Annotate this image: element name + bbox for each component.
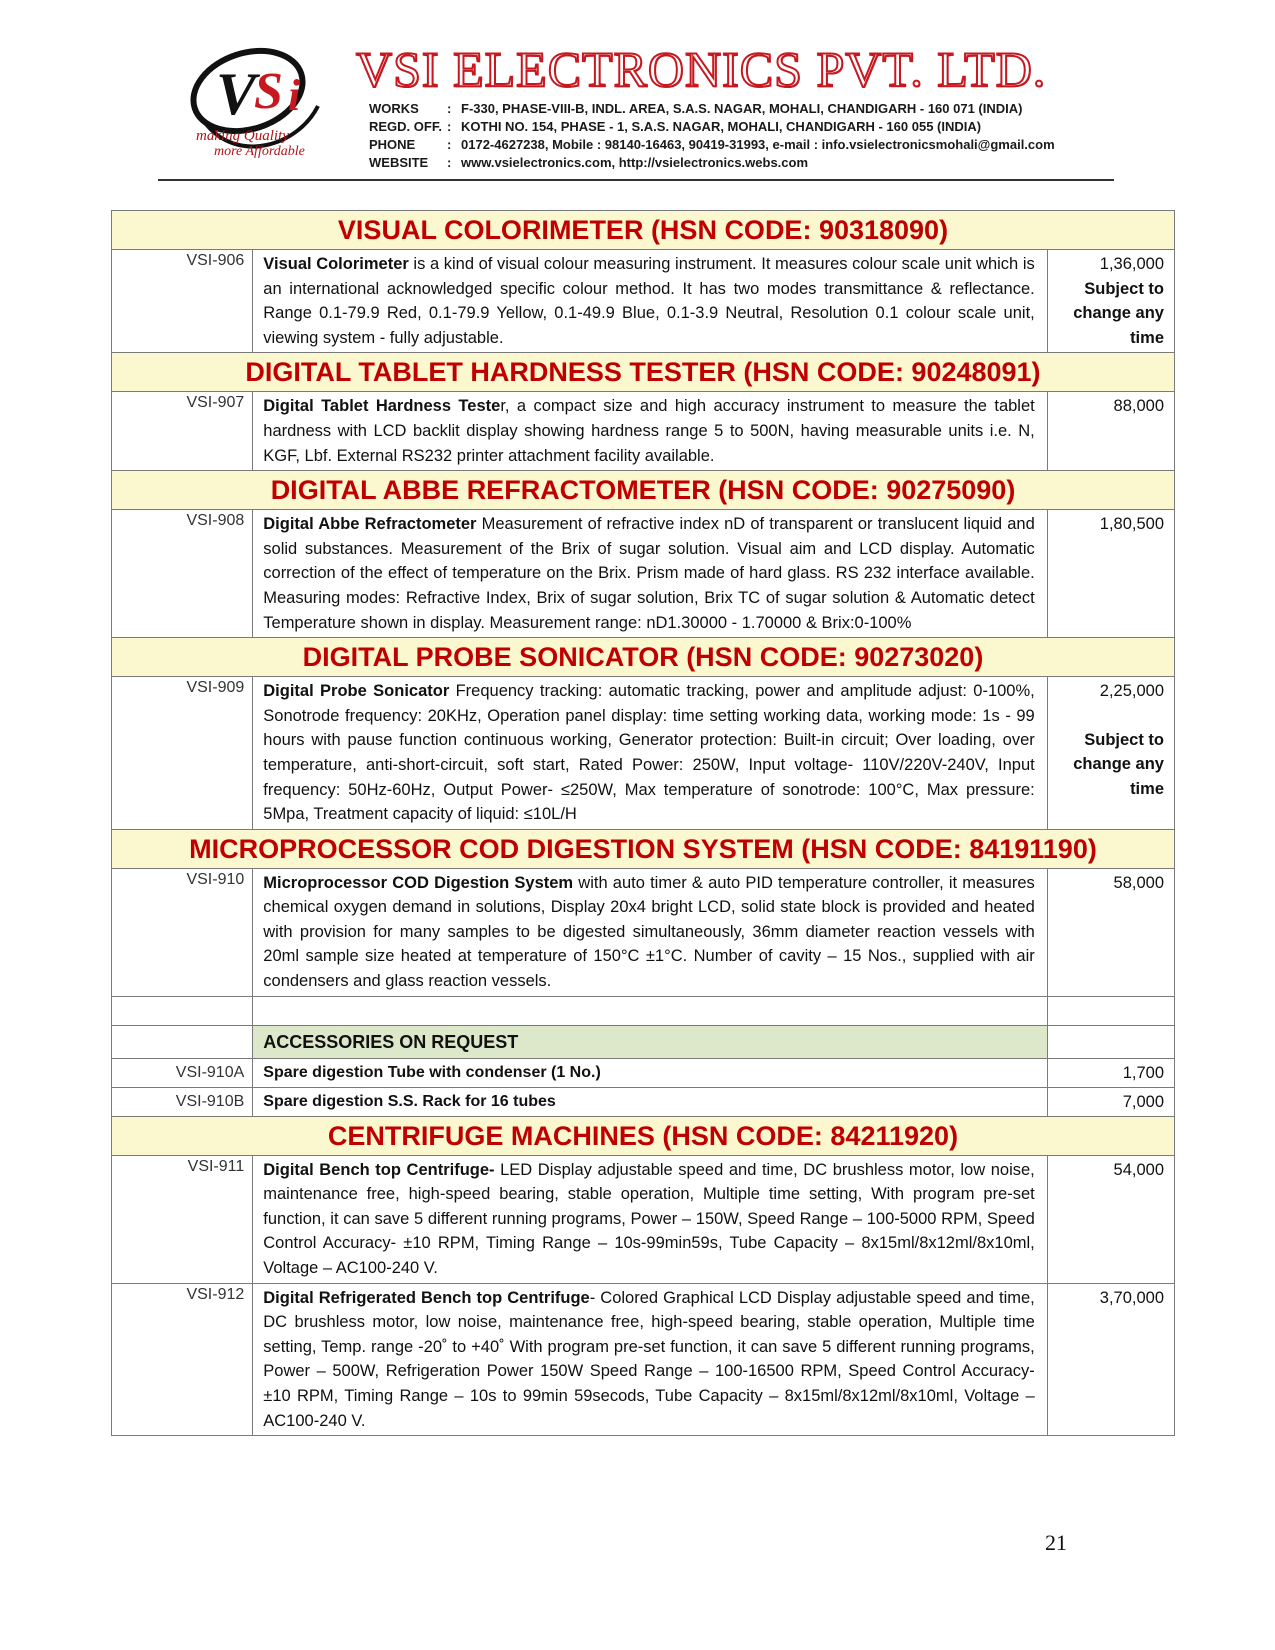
section-title: DIGITAL TABLET HARDNESS TESTER (HSN CODE: 90248091) <box>112 353 1175 392</box>
section-header-row <box>112 1116 1175 1155</box>
product-code: VSI-910 <box>112 868 253 996</box>
company-name: VSI ELECTRONICS PVT. LTD. <box>356 41 1047 97</box>
product-name: Digital Abbe Refractometer <box>263 515 477 534</box>
contact-works: WORKS : F-330, PHASE-VIII-B, INDL. AREA, S.A.S. NAGAR, MOHALI, CHANDIGARH - 160 071 (INDIA) <box>369 101 1023 116</box>
product-row <box>112 250 1175 353</box>
product-code: VSI-911 <box>112 1155 253 1283</box>
product-description: Visual Colorimeter is a kind of visual colour measuring instrument. It measures colour scale unit which is an international acknowledged specific colour method. It has two modes transmittance & reflectance. Range 0.1-79.9 Red, 0.1-79.9 Yellow, 0.1-49.9 Blue, 0.1-3.9 Neutral, Resolution 0.1 colour scale unit, viewing system - fully adjustable. <box>253 250 1047 353</box>
section-title: DIGITAL PROBE SONICATOR (HSN CODE: 90273020) <box>112 638 1175 677</box>
contact-phone: PHONE : 0172-4627238, Mobile : 98140-16463, 90419-31993, e-mail : info.vsielectronicsmohali@gmail.com <box>369 137 1055 152</box>
product-description: Digital Tablet Hardness Tester, a compact size and high accuracy instrument to measure the tablet hardness with LCD backlit display showing hardness range 5 to 500N, having measurable units i.e. N, KGF, Lbf. External RS232 printer attachment facility available. <box>253 392 1047 471</box>
product-price: 58,000 <box>1047 868 1174 996</box>
product-description: Digital Refrigerated Bench top Centrifuge- Colored Graphical LCD Display adjustable speed and time, DC brushless motor, low noise, maintenance free, high-speed bearing, stable operation, Multiple time setting, Temp. range -20˚ to +40˚ With program pre-set function, it can save 5 different running programs, Power – 500W, Refrigeration Power 150W Speed Range – 100-16500 RPM, Speed Control Accuracy- ±10 RPM, Timing Range – 10s to 99min 59secods, Tube Capacity – 8x15ml/8x12ml/8x10ml, Voltage – AC100-240 V. <box>253 1283 1047 1436</box>
product-price: 54,000 <box>1047 1155 1174 1283</box>
product-row <box>112 1283 1175 1436</box>
product-row <box>112 677 1175 830</box>
product-row <box>112 1155 1175 1283</box>
logo-tagline-1: making Quality <box>196 128 289 144</box>
product-name: Visual Colorimeter <box>263 255 409 273</box>
accessory-price: 1,700 <box>1047 1058 1174 1087</box>
product-price: 3,70,000 <box>1047 1283 1174 1436</box>
section-header-row <box>112 353 1175 392</box>
section-header-row <box>112 829 1175 868</box>
section-header-row <box>112 211 1175 250</box>
spacer-row <box>112 996 1175 1025</box>
product-description: Digital Probe Sonicator Frequency tracking: automatic tracking, power and amplitude adjust: 0-100%, Sonotrode frequency: 20KHz, Operation panel display: time setting working data, working mode: 1s - 99 hours with pause function continuous working, Generator protection: Built-in circuit; Over loading, over temperature, anti-short-circuit, soft start, Rated Power: 250W, Input voltage- 110V/220V-240V, Input frequency: 50Hz-60Hz, Output Power- ≤250W, Max temperature of sonotrode: 100°C, Max pressure: 5Mpa, Treatment capacity of liquid: ≤10L/H <box>253 677 1047 830</box>
product-name: Digital Probe Sonicator <box>263 682 450 701</box>
accessory-code: VSI-910B <box>112 1087 253 1116</box>
svg-text:S: S <box>254 63 283 120</box>
product-price: 1,36,000 <box>1099 255 1164 273</box>
product-name: Digital Tablet Hardness Teste <box>263 397 501 416</box>
price-note: Subject to change any time <box>1073 730 1164 798</box>
accessory-code: VSI-910A <box>112 1058 253 1087</box>
product-name: Digital Refrigerated Bench top Centrifuge <box>263 1288 590 1307</box>
product-description: Microprocessor COD Digestion System with auto timer & auto PID temperature controller, it measures chemical oxygen demand in solutions, Display 20x4 bright LCD, solid state block is provided and heated with provision for many samples to be digested simultaneously, 36mm diameter reaction vessels with 20ml sample size heated at temperature of 150°C ±1°C. Number of cavity – 15 Nos., supplied with air condensers and glass reaction vessels. <box>253 868 1047 996</box>
price-note: Subject to change any time <box>1073 279 1164 347</box>
price-catalog-table <box>111 210 1175 1436</box>
product-row <box>112 868 1175 996</box>
product-code: VSI-908 <box>112 510 253 638</box>
section-title: VISUAL COLORIMETER (HSN CODE: 90318090) <box>112 211 1175 250</box>
product-name: Microprocessor COD Digestion System <box>263 873 574 892</box>
contact-website: WEBSITE : www.vsielectronics.com, http://vsielectronics.webs.com <box>369 155 809 170</box>
logo-tagline-2: more Affordable <box>214 144 305 159</box>
product-price-cell <box>1047 250 1174 353</box>
product-row <box>112 510 1175 638</box>
svg-text:V: V <box>216 61 257 127</box>
product-code: VSI-912 <box>112 1283 253 1436</box>
letterhead <box>158 41 1114 180</box>
product-code: VSI-909 <box>112 677 253 830</box>
product-description: Digital Bench top Centrifuge- LED Display adjustable speed and time, DC brushless motor, low noise, maintenance free, high-speed bearing, stable operation, Multiple time setting, With program pre-set function, it can save 5 different running programs, Power – 150W, Speed Range – 100-5000 RPM, Speed Control Accuracy- ±10 RPM, Timing Range – 10s-99min59s, Tube Capacity – 8x15ml/8x12ml/8x10ml, Voltage – AC100-240 V. <box>253 1155 1047 1283</box>
page-number: 21 <box>1045 1530 1067 1555</box>
product-price: 2,25,000 <box>1099 682 1164 701</box>
product-name: Digital Bench top Centrifuge- <box>263 1160 495 1179</box>
product-price-cell <box>1047 677 1174 830</box>
accessory-name: Spare digestion Tube with condenser (1 No.) <box>253 1058 1047 1087</box>
svg-text:i: i <box>288 71 301 120</box>
header-divider <box>158 179 1114 181</box>
section-title: CENTRIFUGE MACHINES (HSN CODE: 84211920) <box>112 1116 1175 1155</box>
contact-regd-office: REGD. OFF. : KOTHI NO. 154, PHASE - 1, S.A.S. NAGAR, MOHALI, CHANDIGARH - 160 055 (INDIA) <box>369 119 982 134</box>
accessory-row <box>112 1087 1175 1116</box>
product-code: VSI-906 <box>112 250 253 353</box>
accessories-header-row <box>112 1025 1175 1058</box>
contact-block <box>369 100 1055 172</box>
product-description: Digital Abbe Refractometer Measurement of refractive index nD of transparent or translucent liquid and solid substances. Measurement of the Brix of sugar solution. Visual aim and LCD display. Automatic correction of the effect of temperature on the Brix. Prism made of hard glass. RS 232 interface available. Measuring modes: Refractive Index, Brix of sugar solution, Brix TC of sugar solution & Automatic detect Temperature shown in display. Measurement range: nD1.30000 - 1.70000 & Brix:0-100% <box>253 510 1047 638</box>
accessory-price: 7,000 <box>1047 1087 1174 1116</box>
accessory-row <box>112 1058 1175 1087</box>
section-header-row <box>112 638 1175 677</box>
product-row <box>112 392 1175 471</box>
section-title: DIGITAL ABBE REFRACTOMETER (HSN CODE: 90275090) <box>112 471 1175 510</box>
product-price: 88,000 <box>1047 392 1174 471</box>
accessories-title: ACCESSORIES ON REQUEST <box>253 1025 1047 1058</box>
section-title: MICROPROCESSOR COD DIGESTION SYSTEM (HSN CODE: 84191190) <box>112 829 1175 868</box>
accessory-name: Spare digestion S.S. Rack for 16 tubes <box>253 1087 1047 1116</box>
product-price: 1,80,500 <box>1047 510 1174 638</box>
product-code: VSI-907 <box>112 392 253 471</box>
section-header-row <box>112 471 1175 510</box>
